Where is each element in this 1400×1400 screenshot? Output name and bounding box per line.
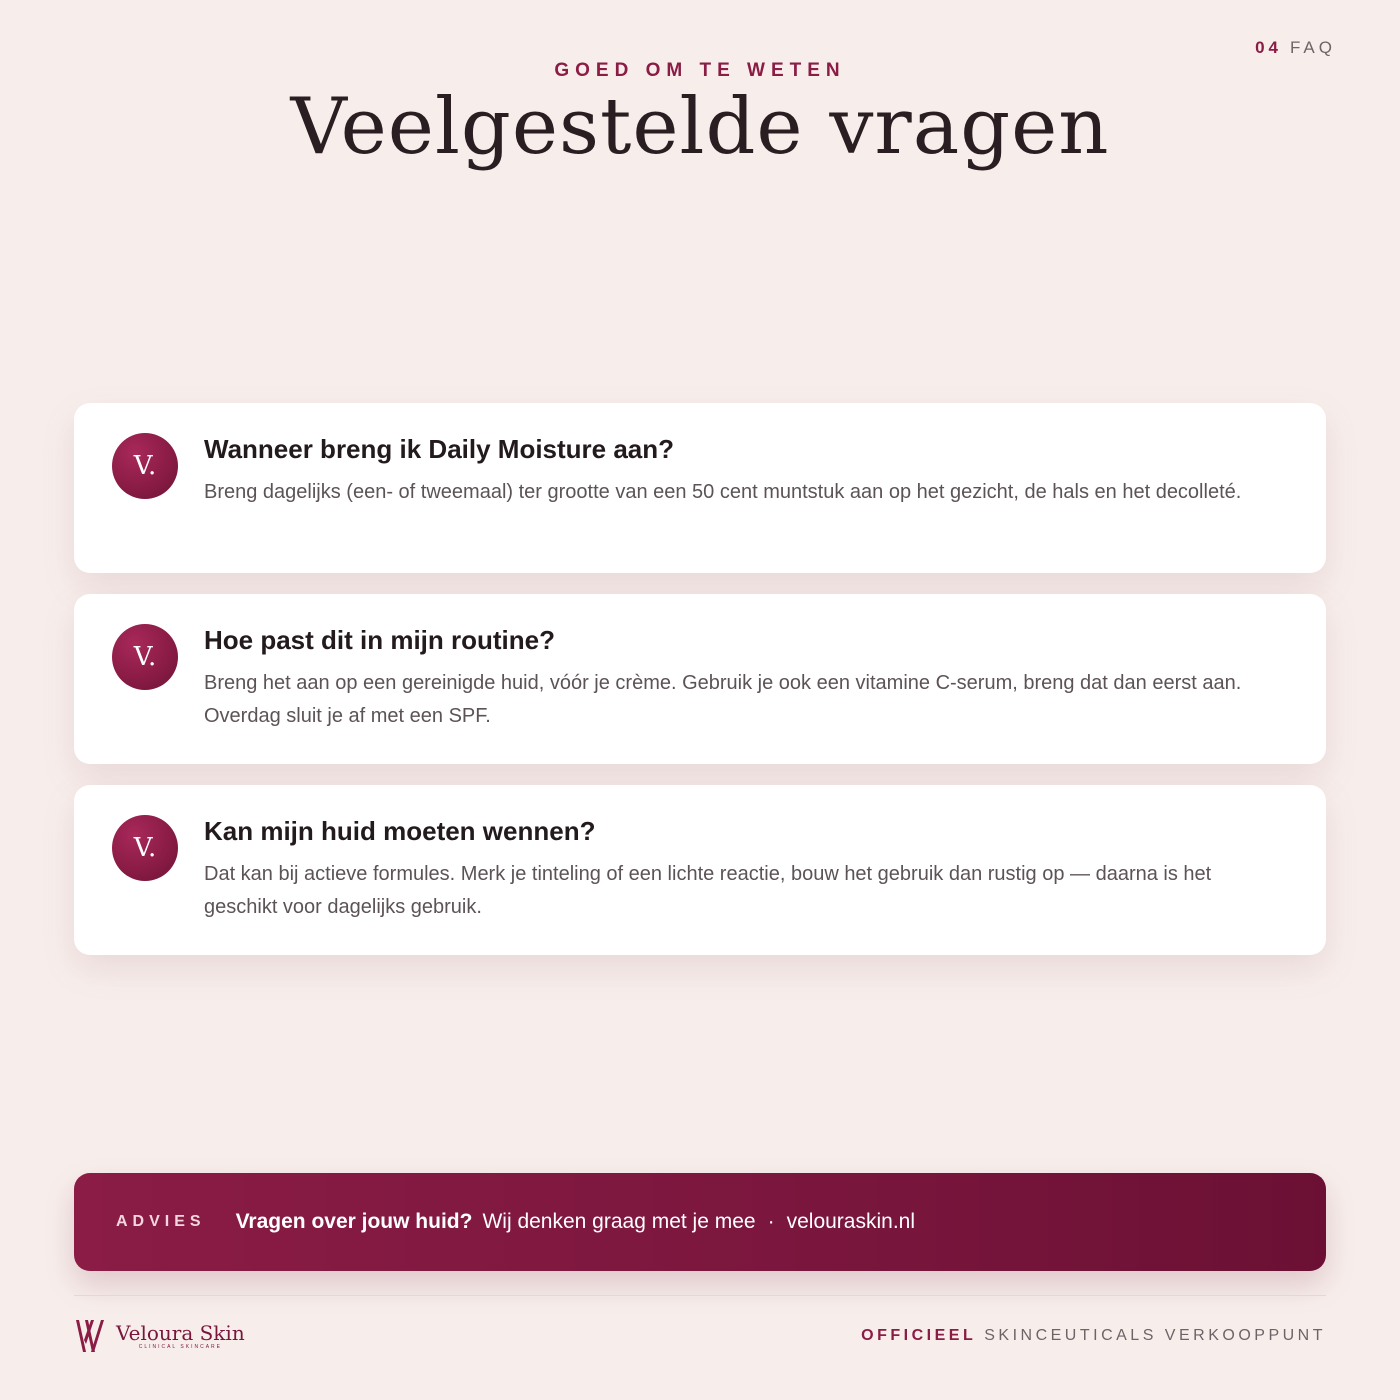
footer-divider — [74, 1295, 1326, 1296]
faq-question: Wanneer breng ik Daily Moisture aan? — [204, 434, 675, 464]
faq-card — [74, 785, 1326, 955]
advice-banner — [74, 1173, 1326, 1271]
faq-card — [74, 403, 1326, 573]
faq-card — [74, 594, 1326, 764]
faq-question: Hoe past dit in mijn routine? — [204, 625, 555, 655]
advice-website-link[interactable]: velouraskin.nl — [786, 1210, 915, 1233]
faq-badge: V. — [112, 624, 178, 690]
advice-text: Wij denken graag met je mee — [482, 1210, 756, 1233]
faq-badge: V. — [112, 433, 178, 499]
footer-tagline — [861, 1327, 1326, 1345]
logo-subtitle: CLINICAL SKINCARE — [138, 1344, 222, 1350]
page-number — [1255, 38, 1336, 58]
veloura-monogram-icon — [74, 1318, 106, 1354]
eyebrow-label: GOED OM TE WETEN — [554, 60, 846, 81]
faq-question: Kan mijn huid moeten wennen? — [204, 816, 596, 846]
advice-question: Vragen over jouw huid? — [235, 1210, 473, 1233]
faq-answer: Breng dagelijks (een- of tweemaal) ter grootte van een 50 cent muntstuk aan op het gezicht, de hals en het decolleté. — [204, 481, 1242, 503]
page-number-value: 04 — [1255, 38, 1282, 57]
page-title: Veelgestelde vragen — [290, 82, 1110, 172]
faq-list — [74, 403, 1326, 976]
logo-name: Veloura Skin — [116, 1321, 245, 1345]
advice-separator: · — [767, 1210, 775, 1233]
faq-badge: V. — [112, 815, 178, 881]
page-section-label: FAQ — [1289, 38, 1336, 57]
footer-tag-text: SKINCEUTICALS VERKOOPPUNT — [984, 1327, 1326, 1344]
faq-answer: Breng het aan op een gereinigde huid, vóór je crème. Gebruik je ook een vitamine C-serum, breng dat dan eerst aan. Overdag sluit je af met een SPF. — [204, 672, 1242, 727]
faq-answer: Dat kan bij actieve formules. Merk je tinteling of een lichte reactie, bouw het gebruik dan rustig op — daarna is het geschikt voor dagelijks gebruik. — [204, 863, 1212, 918]
advice-label: ADVIES — [116, 1213, 206, 1230]
footer-tag-accent: OFFICIEEL — [861, 1327, 977, 1344]
brand-logo — [74, 1318, 245, 1354]
